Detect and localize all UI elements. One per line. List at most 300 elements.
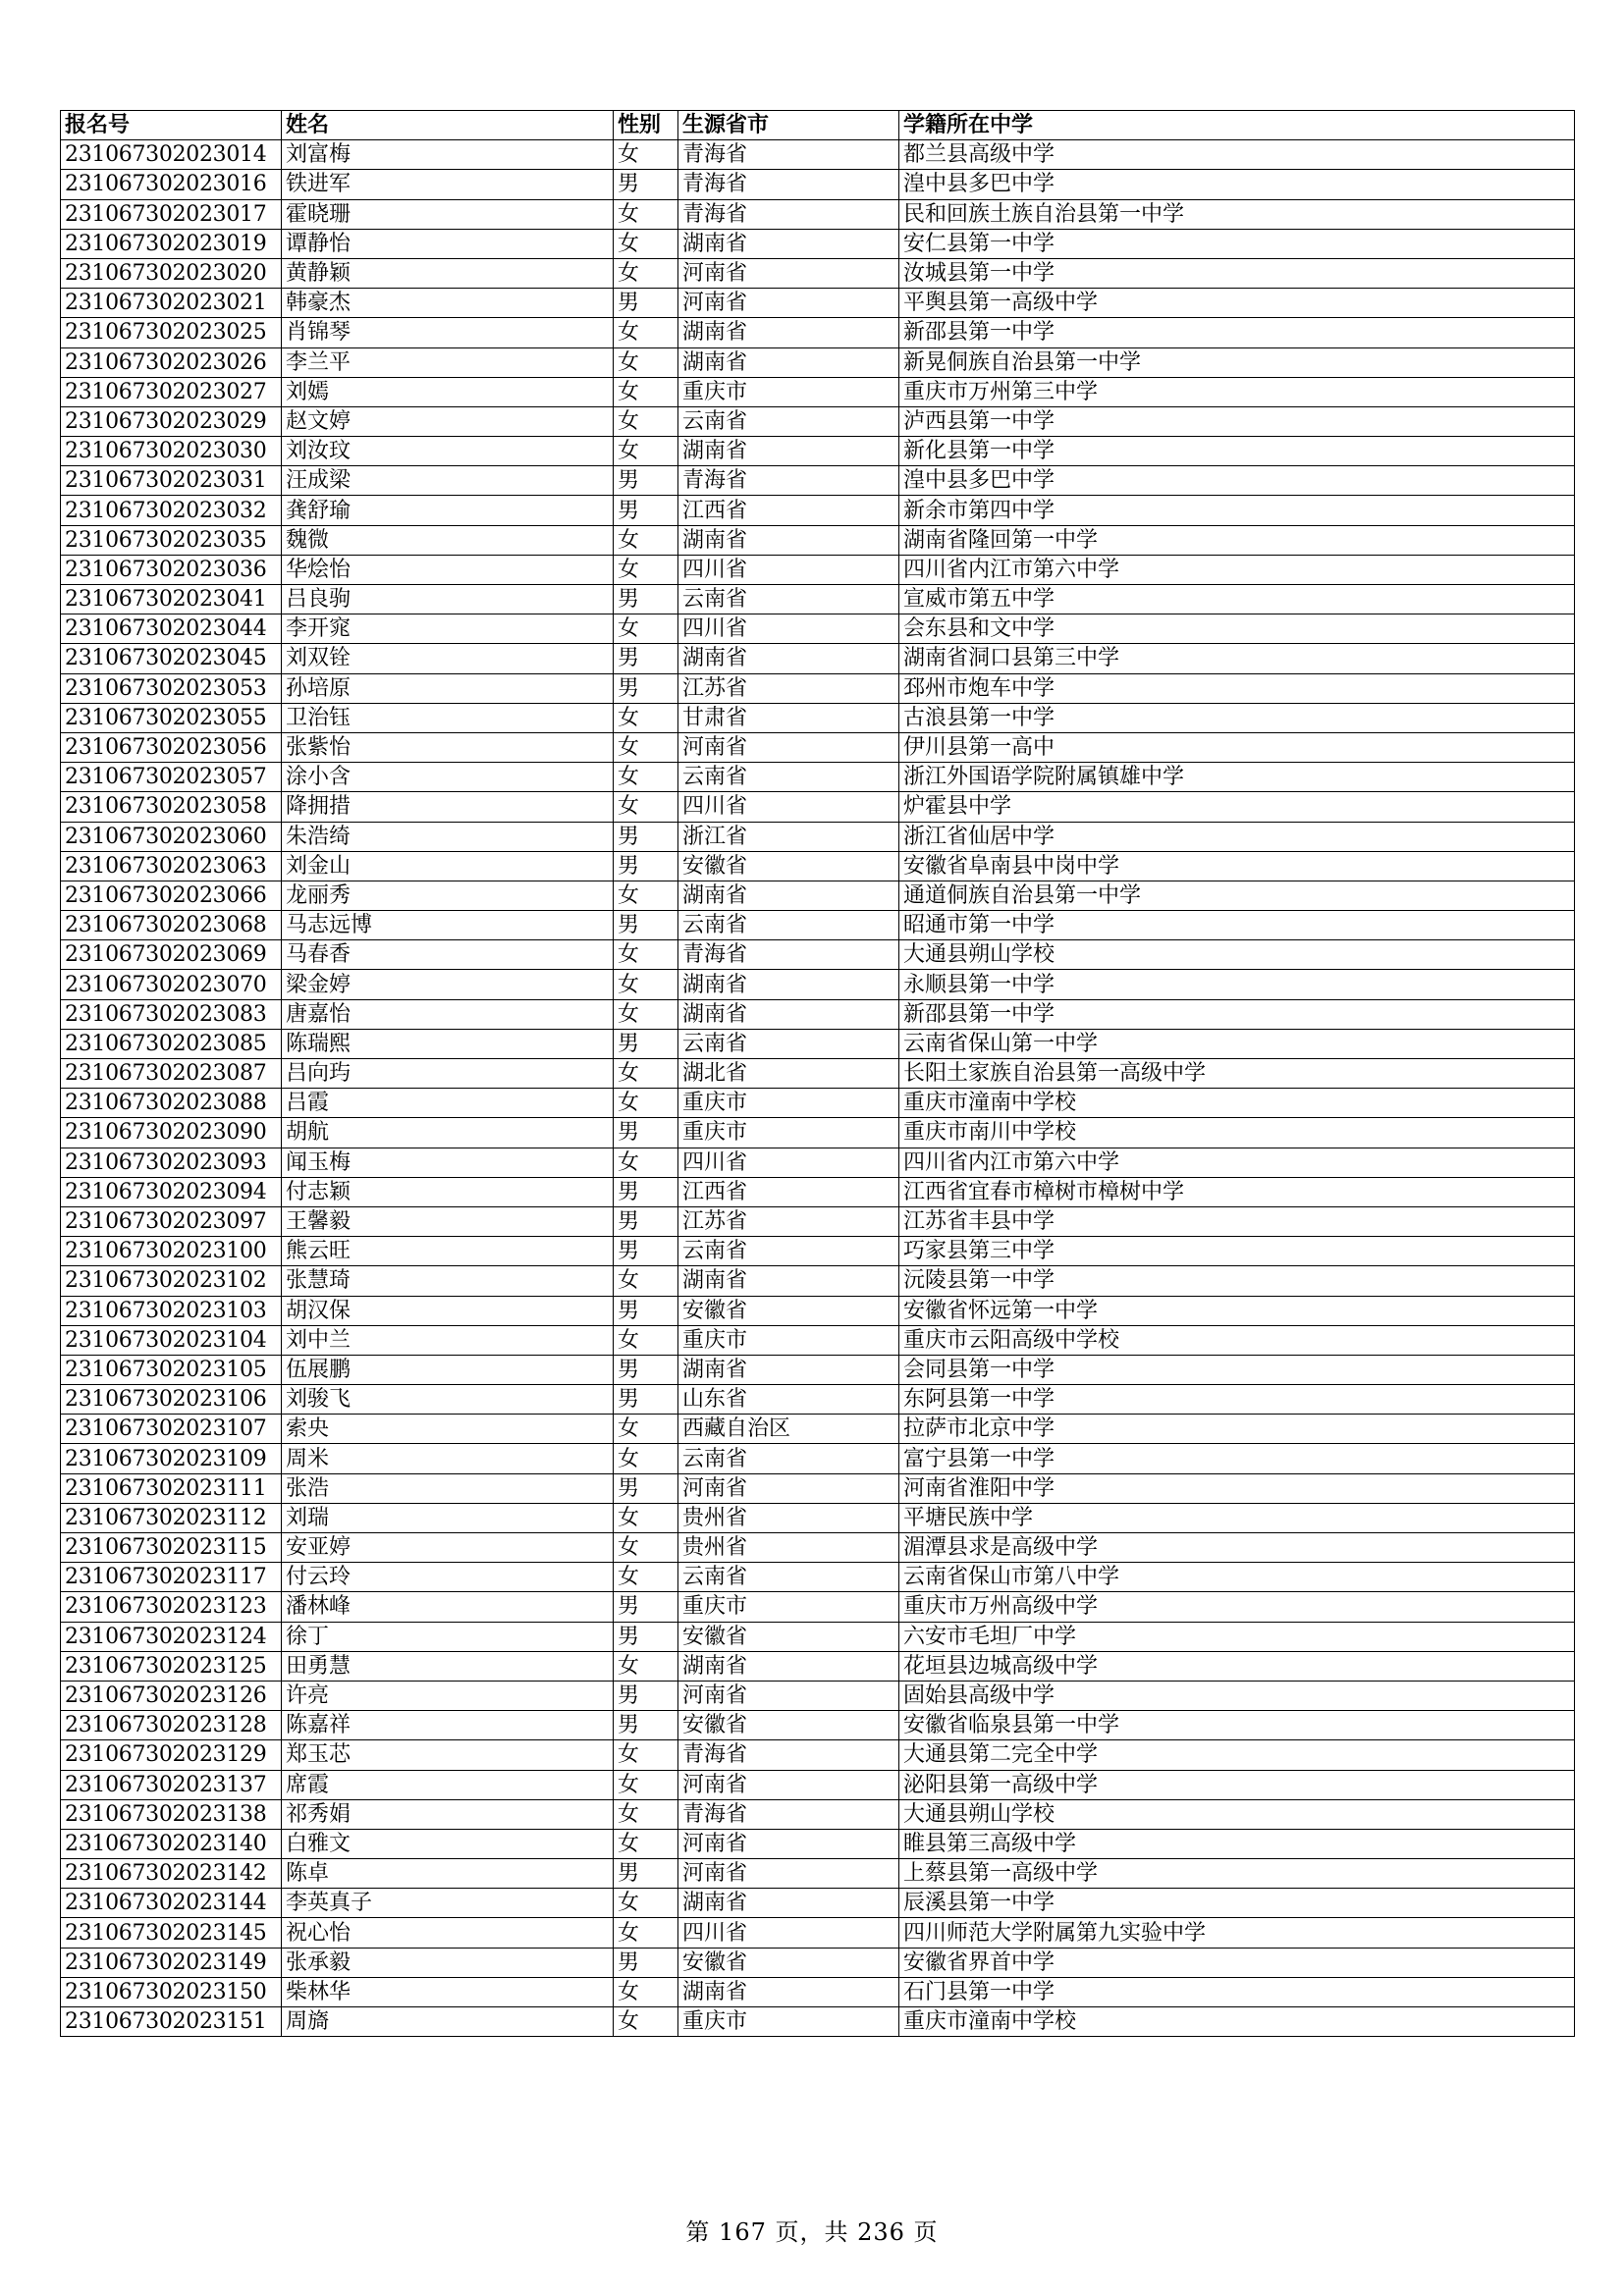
cell-registration-number: 231067302023126 — [61, 1681, 282, 1710]
cell-registration-number: 231067302023036 — [61, 555, 282, 584]
cell-school: 民和回族土族自治县第一中学 — [899, 199, 1575, 229]
cell-gender: 女 — [614, 258, 678, 288]
cell-registration-number: 231067302023031 — [61, 466, 282, 496]
cell-registration-number: 231067302023030 — [61, 437, 282, 466]
table-row — [61, 1977, 1575, 2006]
cell-name: 胡汉保 — [282, 1296, 614, 1325]
cell-school: 重庆市潼南中学校 — [899, 1089, 1575, 1118]
cell-school: 邳州市炮车中学 — [899, 673, 1575, 703]
cell-registration-number: 231067302023090 — [61, 1118, 282, 1148]
table-row — [61, 585, 1575, 614]
cell-province: 湖南省 — [678, 1355, 899, 1384]
cell-name: 马志远博 — [282, 911, 614, 940]
cell-registration-number: 231067302023150 — [61, 1977, 282, 2006]
table-row — [61, 1177, 1575, 1206]
table-row — [61, 1651, 1575, 1681]
cell-school: 安徽省怀远第一中学 — [899, 1296, 1575, 1325]
cell-gender: 女 — [614, 1799, 678, 1829]
cell-province: 甘肃省 — [678, 703, 899, 732]
cell-province: 安徽省 — [678, 1711, 899, 1740]
cell-name: 伍展鹏 — [282, 1355, 614, 1384]
table-row — [61, 763, 1575, 792]
cell-registration-number: 231067302023060 — [61, 822, 282, 851]
cell-province: 安徽省 — [678, 1296, 899, 1325]
cell-school: 泸西县第一中学 — [899, 406, 1575, 436]
cell-school: 炉霍县中学 — [899, 792, 1575, 822]
cell-school: 重庆市万州第三中学 — [899, 377, 1575, 406]
cell-name: 徐丁 — [282, 1622, 614, 1651]
table-row — [61, 289, 1575, 318]
cell-school: 湟中县多巴中学 — [899, 170, 1575, 199]
cell-name: 龚舒瑜 — [282, 496, 614, 525]
table-row — [61, 1889, 1575, 1918]
cell-school: 浙江外国语学院附属镇雄中学 — [899, 763, 1575, 792]
table-row — [61, 911, 1575, 940]
cell-registration-number: 231067302023032 — [61, 496, 282, 525]
cell-name: 陈瑞熙 — [282, 1029, 614, 1058]
table-row — [61, 2007, 1575, 2037]
table-row — [61, 1355, 1575, 1384]
cell-province: 湖南省 — [678, 970, 899, 999]
cell-registration-number: 231067302023128 — [61, 1711, 282, 1740]
table-row — [61, 792, 1575, 822]
table-row — [61, 1385, 1575, 1415]
cell-name: 张慧琦 — [282, 1266, 614, 1296]
table-row — [61, 644, 1575, 673]
cell-gender: 女 — [614, 229, 678, 258]
cell-registration-number: 231067302023104 — [61, 1325, 282, 1355]
cell-registration-number: 231067302023069 — [61, 940, 282, 970]
cell-registration-number: 231067302023109 — [61, 1444, 282, 1473]
table-row — [61, 1622, 1575, 1651]
cell-gender: 女 — [614, 940, 678, 970]
cell-registration-number: 231067302023063 — [61, 851, 282, 881]
cell-province: 云南省 — [678, 406, 899, 436]
cell-school: 花垣县边城高级中学 — [899, 1651, 1575, 1681]
cell-name: 田勇慧 — [282, 1651, 614, 1681]
cell-gender: 女 — [614, 999, 678, 1029]
cell-name: 唐嘉怡 — [282, 999, 614, 1029]
cell-registration-number: 231067302023097 — [61, 1206, 282, 1236]
cell-school: 四川师范大学附属第九实验中学 — [899, 1918, 1575, 1948]
table-row — [61, 881, 1575, 910]
header-gender: 性别 — [614, 111, 678, 140]
cell-registration-number: 231067302023085 — [61, 1029, 282, 1058]
cell-registration-number: 231067302023145 — [61, 1918, 282, 1948]
cell-registration-number: 231067302023115 — [61, 1533, 282, 1563]
cell-name: 张承毅 — [282, 1948, 614, 1977]
table-row — [61, 940, 1575, 970]
cell-province: 河南省 — [678, 1770, 899, 1799]
cell-school: 固始县高级中学 — [899, 1681, 1575, 1710]
cell-gender: 女 — [614, 1977, 678, 2006]
cell-province: 河南省 — [678, 289, 899, 318]
cell-registration-number: 231067302023056 — [61, 732, 282, 762]
cell-name: 张浩 — [282, 1473, 614, 1503]
table-row — [61, 1681, 1575, 1710]
table-row — [61, 229, 1575, 258]
header-registration-number: 报名号 — [61, 111, 282, 140]
cell-registration-number: 231067302023140 — [61, 1829, 282, 1858]
cell-gender: 男 — [614, 1948, 678, 1977]
cell-gender: 男 — [614, 1296, 678, 1325]
cell-name: 陈卓 — [282, 1859, 614, 1889]
cell-school: 江西省宜春市樟树市樟树中学 — [899, 1177, 1575, 1206]
cell-registration-number: 231067302023029 — [61, 406, 282, 436]
cell-registration-number: 231067302023142 — [61, 1859, 282, 1889]
cell-province: 山东省 — [678, 1385, 899, 1415]
cell-registration-number: 231067302023041 — [61, 585, 282, 614]
cell-gender: 女 — [614, 1415, 678, 1444]
cell-name: 祝心怡 — [282, 1918, 614, 1948]
cell-name: 白雅文 — [282, 1829, 614, 1858]
cell-province: 四川省 — [678, 1148, 899, 1177]
table-row — [61, 258, 1575, 288]
cell-gender: 男 — [614, 170, 678, 199]
cell-registration-number: 231067302023093 — [61, 1148, 282, 1177]
cell-gender: 女 — [614, 2007, 678, 2037]
cell-gender: 女 — [614, 377, 678, 406]
cell-gender: 女 — [614, 1444, 678, 1473]
cell-province: 湖南省 — [678, 1651, 899, 1681]
cell-school: 重庆市潼南中学校 — [899, 2007, 1575, 2037]
table-row — [61, 1711, 1575, 1740]
cell-school: 平舆县第一高级中学 — [899, 289, 1575, 318]
cell-gender: 男 — [614, 1029, 678, 1058]
cell-gender: 男 — [614, 1385, 678, 1415]
cell-school: 泌阳县第一高级中学 — [899, 1770, 1575, 1799]
cell-gender: 女 — [614, 881, 678, 910]
cell-school: 大通县朔山学校 — [899, 1799, 1575, 1829]
cell-gender: 男 — [614, 644, 678, 673]
table-row — [61, 1799, 1575, 1829]
cell-school: 永顺县第一中学 — [899, 970, 1575, 999]
cell-gender: 女 — [614, 1740, 678, 1770]
cell-province: 四川省 — [678, 792, 899, 822]
cell-name: 霍晓珊 — [282, 199, 614, 229]
cell-province: 江苏省 — [678, 673, 899, 703]
cell-registration-number: 231067302023137 — [61, 1770, 282, 1799]
cell-school: 六安市毛坦厂中学 — [899, 1622, 1575, 1651]
cell-gender: 女 — [614, 406, 678, 436]
cell-gender: 男 — [614, 1681, 678, 1710]
cell-province: 四川省 — [678, 614, 899, 644]
cell-school: 新邵县第一中学 — [899, 318, 1575, 347]
table-row — [61, 1296, 1575, 1325]
cell-registration-number: 231067302023021 — [61, 289, 282, 318]
table-row — [61, 1829, 1575, 1858]
cell-gender: 女 — [614, 970, 678, 999]
cell-name: 吕良驹 — [282, 585, 614, 614]
table-row — [61, 406, 1575, 436]
table-row — [61, 673, 1575, 703]
cell-name: 吕霞 — [282, 1089, 614, 1118]
cell-school: 古浪县第一中学 — [899, 703, 1575, 732]
cell-name: 龙丽秀 — [282, 881, 614, 910]
cell-name: 降拥措 — [282, 792, 614, 822]
cell-school: 会同县第一中学 — [899, 1355, 1575, 1384]
cell-gender: 男 — [614, 822, 678, 851]
table-row — [61, 1118, 1575, 1148]
cell-name: 席霞 — [282, 1770, 614, 1799]
cell-gender: 男 — [614, 466, 678, 496]
table-row — [61, 851, 1575, 881]
cell-gender: 女 — [614, 1889, 678, 1918]
table-row — [61, 614, 1575, 644]
cell-gender: 男 — [614, 673, 678, 703]
cell-registration-number: 231067302023151 — [61, 2007, 282, 2037]
cell-gender: 女 — [614, 525, 678, 555]
cell-school: 巧家县第三中学 — [899, 1237, 1575, 1266]
cell-name: 马春香 — [282, 940, 614, 970]
cell-province: 浙江省 — [678, 822, 899, 851]
cell-gender: 男 — [614, 851, 678, 881]
header-province: 生源省市 — [678, 111, 899, 140]
cell-gender: 男 — [614, 289, 678, 318]
cell-name: 周旖 — [282, 2007, 614, 2037]
table-row — [61, 1325, 1575, 1355]
cell-name: 黄静颖 — [282, 258, 614, 288]
cell-province: 四川省 — [678, 555, 899, 584]
table-row — [61, 347, 1575, 377]
cell-registration-number: 231067302023102 — [61, 1266, 282, 1296]
cell-registration-number: 231067302023068 — [61, 911, 282, 940]
cell-name: 孙培原 — [282, 673, 614, 703]
cell-school: 湟中县多巴中学 — [899, 466, 1575, 496]
cell-gender: 女 — [614, 437, 678, 466]
cell-province: 湖南省 — [678, 347, 899, 377]
cell-school: 新余市第四中学 — [899, 496, 1575, 525]
cell-province: 江苏省 — [678, 1206, 899, 1236]
cell-name: 付云玲 — [282, 1563, 614, 1592]
table-row — [61, 1473, 1575, 1503]
cell-province: 青海省 — [678, 940, 899, 970]
cell-name: 刘瑞 — [282, 1503, 614, 1532]
cell-province: 青海省 — [678, 170, 899, 199]
cell-gender: 女 — [614, 732, 678, 762]
cell-province: 河南省 — [678, 258, 899, 288]
cell-gender: 女 — [614, 1266, 678, 1296]
cell-name: 刘双铨 — [282, 644, 614, 673]
cell-registration-number: 231067302023057 — [61, 763, 282, 792]
table-row — [61, 1266, 1575, 1296]
table-row — [61, 525, 1575, 555]
cell-school: 重庆市云阳高级中学校 — [899, 1325, 1575, 1355]
cell-gender: 男 — [614, 1237, 678, 1266]
cell-school: 浙江省仙居中学 — [899, 822, 1575, 851]
cell-name: 闻玉梅 — [282, 1148, 614, 1177]
cell-name: 周米 — [282, 1444, 614, 1473]
table-row — [61, 466, 1575, 496]
cell-province: 重庆市 — [678, 2007, 899, 2037]
cell-province: 安徽省 — [678, 1622, 899, 1651]
cell-registration-number: 231067302023094 — [61, 1177, 282, 1206]
cell-school: 河南省淮阳中学 — [899, 1473, 1575, 1503]
cell-gender: 女 — [614, 1770, 678, 1799]
cell-province: 四川省 — [678, 1918, 899, 1948]
cell-registration-number: 231067302023144 — [61, 1889, 282, 1918]
cell-name: 付志颖 — [282, 1177, 614, 1206]
table-row — [61, 999, 1575, 1029]
table-row — [61, 170, 1575, 199]
table-row — [61, 1592, 1575, 1622]
cell-province: 湖南省 — [678, 437, 899, 466]
cell-province: 云南省 — [678, 911, 899, 940]
cell-registration-number: 231067302023124 — [61, 1622, 282, 1651]
cell-gender: 男 — [614, 585, 678, 614]
cell-province: 贵州省 — [678, 1533, 899, 1563]
cell-gender: 女 — [614, 1563, 678, 1592]
cell-province: 青海省 — [678, 466, 899, 496]
cell-gender: 男 — [614, 496, 678, 525]
cell-registration-number: 231067302023053 — [61, 673, 282, 703]
header-school: 学籍所在中学 — [899, 111, 1575, 140]
cell-name: 郑玉芯 — [282, 1740, 614, 1770]
cell-registration-number: 231067302023020 — [61, 258, 282, 288]
cell-name: 祁秀娟 — [282, 1799, 614, 1829]
cell-school: 汝城县第一中学 — [899, 258, 1575, 288]
cell-gender: 女 — [614, 792, 678, 822]
cell-province: 江西省 — [678, 496, 899, 525]
header-name: 姓名 — [282, 111, 614, 140]
cell-school: 睢县第三高级中学 — [899, 1829, 1575, 1858]
cell-gender: 女 — [614, 1503, 678, 1532]
cell-province: 重庆市 — [678, 377, 899, 406]
cell-school: 重庆市万州高级中学 — [899, 1592, 1575, 1622]
cell-school: 伊川县第一高中 — [899, 732, 1575, 762]
cell-gender: 女 — [614, 1918, 678, 1948]
cell-school: 石门县第一中学 — [899, 1977, 1575, 2006]
cell-registration-number: 231067302023129 — [61, 1740, 282, 1770]
cell-name: 汪成梁 — [282, 466, 614, 496]
cell-registration-number: 231067302023016 — [61, 170, 282, 199]
cell-gender: 女 — [614, 763, 678, 792]
cell-gender: 女 — [614, 347, 678, 377]
cell-name: 卫治钰 — [282, 703, 614, 732]
cell-registration-number: 231067302023107 — [61, 1415, 282, 1444]
cell-gender: 女 — [614, 199, 678, 229]
cell-gender: 女 — [614, 1325, 678, 1355]
table-row — [61, 1948, 1575, 1977]
cell-gender: 女 — [614, 1059, 678, 1089]
cell-gender: 男 — [614, 1206, 678, 1236]
cell-school: 都兰县高级中学 — [899, 140, 1575, 170]
cell-registration-number: 231067302023111 — [61, 1473, 282, 1503]
table-row — [61, 496, 1575, 525]
cell-registration-number: 231067302023112 — [61, 1503, 282, 1532]
cell-gender: 女 — [614, 555, 678, 584]
table-row — [61, 199, 1575, 229]
table-row — [61, 1533, 1575, 1563]
cell-registration-number: 231067302023106 — [61, 1385, 282, 1415]
cell-name: 刘骏飞 — [282, 1385, 614, 1415]
cell-name: 肖锦琴 — [282, 318, 614, 347]
cell-school: 湖南省隆回第一中学 — [899, 525, 1575, 555]
cell-gender: 女 — [614, 1148, 678, 1177]
cell-name: 梁金婷 — [282, 970, 614, 999]
cell-province: 安徽省 — [678, 1948, 899, 1977]
cell-registration-number: 231067302023058 — [61, 792, 282, 822]
cell-school: 安仁县第一中学 — [899, 229, 1575, 258]
cell-name: 李兰平 — [282, 347, 614, 377]
cell-registration-number: 231067302023088 — [61, 1089, 282, 1118]
cell-province: 云南省 — [678, 1444, 899, 1473]
cell-name: 陈嘉祥 — [282, 1711, 614, 1740]
table-row — [61, 1859, 1575, 1889]
table-row — [61, 1029, 1575, 1058]
cell-school: 安徽省阜南县中岗中学 — [899, 851, 1575, 881]
cell-name: 刘汝玟 — [282, 437, 614, 466]
cell-school: 沅陵县第一中学 — [899, 1266, 1575, 1296]
cell-province: 湖南省 — [678, 1977, 899, 2006]
cell-name: 韩豪杰 — [282, 289, 614, 318]
cell-gender: 女 — [614, 318, 678, 347]
table-row — [61, 822, 1575, 851]
cell-registration-number: 231067302023017 — [61, 199, 282, 229]
table-row — [61, 1415, 1575, 1444]
cell-name: 刘金山 — [282, 851, 614, 881]
cell-province: 湖南省 — [678, 999, 899, 1029]
cell-gender: 男 — [614, 911, 678, 940]
table-row — [61, 1059, 1575, 1089]
cell-province: 青海省 — [678, 140, 899, 170]
cell-name: 李开窕 — [282, 614, 614, 644]
cell-gender: 男 — [614, 1118, 678, 1148]
cell-school: 新化县第一中学 — [899, 437, 1575, 466]
cell-registration-number: 231067302023014 — [61, 140, 282, 170]
table-row — [61, 1089, 1575, 1118]
cell-province: 重庆市 — [678, 1325, 899, 1355]
table-row — [61, 1770, 1575, 1799]
cell-registration-number: 231067302023045 — [61, 644, 282, 673]
cell-registration-number: 231067302023019 — [61, 229, 282, 258]
cell-school: 长阳土家族自治县第一高级中学 — [899, 1059, 1575, 1089]
cell-name: 熊云旺 — [282, 1237, 614, 1266]
cell-school: 江苏省丰县中学 — [899, 1206, 1575, 1236]
cell-school: 拉萨市北京中学 — [899, 1415, 1575, 1444]
cell-gender: 女 — [614, 614, 678, 644]
cell-registration-number: 231067302023138 — [61, 1799, 282, 1829]
cell-name: 潘林峰 — [282, 1592, 614, 1622]
cell-registration-number: 231067302023026 — [61, 347, 282, 377]
cell-name: 赵文婷 — [282, 406, 614, 436]
cell-province: 贵州省 — [678, 1503, 899, 1532]
cell-school: 新邵县第一中学 — [899, 999, 1575, 1029]
table-row — [61, 140, 1575, 170]
cell-school: 四川省内江市第六中学 — [899, 555, 1575, 584]
table-row — [61, 1148, 1575, 1177]
cell-registration-number: 231067302023125 — [61, 1651, 282, 1681]
cell-name: 魏微 — [282, 525, 614, 555]
cell-registration-number: 231067302023070 — [61, 970, 282, 999]
cell-province: 河南省 — [678, 1859, 899, 1889]
cell-province: 湖南省 — [678, 1889, 899, 1918]
cell-name: 安亚婷 — [282, 1533, 614, 1563]
cell-name: 刘中兰 — [282, 1325, 614, 1355]
cell-name: 涂小含 — [282, 763, 614, 792]
cell-registration-number: 231067302023105 — [61, 1355, 282, 1384]
cell-name: 华烩怡 — [282, 555, 614, 584]
cell-gender: 女 — [614, 1651, 678, 1681]
table-row — [61, 1444, 1575, 1473]
cell-school: 通道侗族自治县第一中学 — [899, 881, 1575, 910]
page-footer: 第 167 页，共 236 页 — [685, 2218, 939, 2246]
cell-school: 会东县和文中学 — [899, 614, 1575, 644]
table-row — [61, 1740, 1575, 1770]
cell-province: 云南省 — [678, 1029, 899, 1058]
cell-province: 重庆市 — [678, 1089, 899, 1118]
cell-gender: 男 — [614, 1473, 678, 1503]
